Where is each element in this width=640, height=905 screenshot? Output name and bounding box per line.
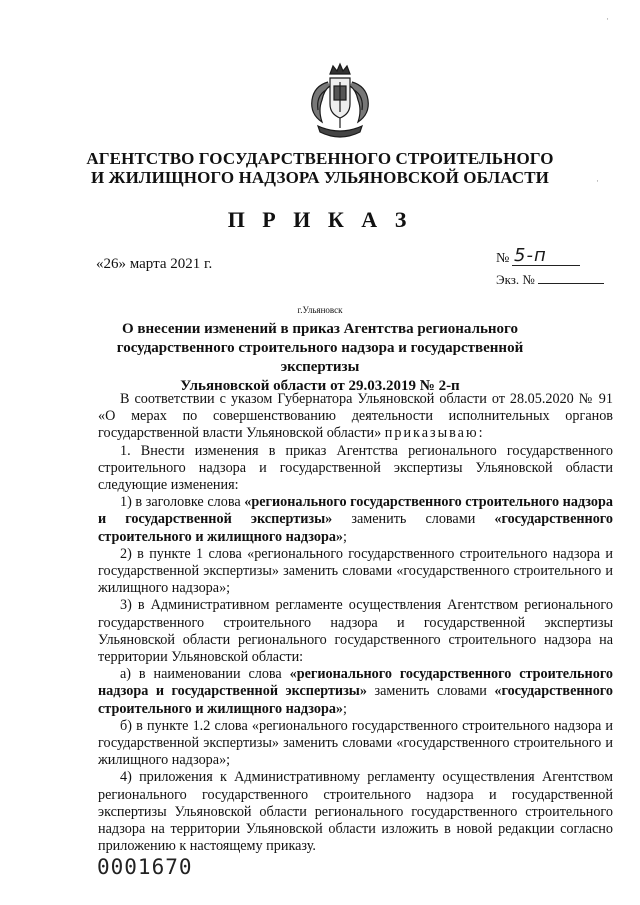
title-line1: О внесении изменений в приказ Агентства регионального xyxy=(122,321,518,337)
subitem-1-bold-new: «государственного строительного и жилищного надзора» xyxy=(98,511,613,545)
handwritten-number: 5-п xyxy=(514,245,547,266)
subitem-1-bold-old: «регионального государственного строительного надзора и государственной экспертизы» xyxy=(98,494,613,528)
paragraph-preamble xyxy=(98,391,613,443)
document-number-block xyxy=(496,245,606,287)
subitem-1-text-c: заменить словами xyxy=(332,511,495,528)
agency-name-line2: И ЖИЛИЩНОГО НАДЗОРА УЛЬЯНОВСКОЙ ОБЛАСТИ xyxy=(91,168,549,187)
subitem-a-bold-new: «государственного строительного и жилищного надзора» xyxy=(98,683,613,717)
scan-speck: · xyxy=(606,14,609,24)
title-line2: государственного строительного надзора и государственной экспертизы xyxy=(116,340,524,375)
paragraph-item-1: 1. Внести изменения в приказ Агентства регионального государственного строительного надзора и государственной экспертизы Ульяновской области следующие изменения: xyxy=(98,442,613,494)
copy-underline xyxy=(538,271,604,284)
serial-number: 0001670 xyxy=(97,855,193,879)
subitem-1-text-e: ; xyxy=(343,528,347,545)
preamble-text: В соответствии с указом Губернатора Ульяновской области от 28.05.2020 № 91 «О мерах по совершенствованию деятельности исполнительных органов государственной власти Ульяновской области» xyxy=(98,391,613,442)
document-body xyxy=(98,391,613,855)
paragraph-subitem-1 xyxy=(98,494,613,546)
paragraph-subitem-4: 4) приложения к Административному регламенту осуществления Агентством регионального государственного строительного надзора и государственной экспертизы Ульяновской области регионального государственного строительного надзора на территории Ульяновской области изложить в новой редакции согласно приложению к настоящему приказу. xyxy=(98,769,613,855)
preamble-order-word: приказываю: xyxy=(384,425,485,442)
paragraph-subitem-a xyxy=(98,666,613,718)
document-title xyxy=(80,320,560,396)
subitem-a-text-c: заменить словами xyxy=(366,683,495,700)
coat-of-arms-icon xyxy=(300,60,380,144)
paragraph-subitem-3: 3) в Административном регламенте осуществления Агентством регионального государственного строительного надзора и государственной экспертизы Ульяновской области регионального государственного строительного надзора на территории Ульяновской области: xyxy=(98,597,613,666)
copy-label: Экз. № xyxy=(496,272,535,287)
paragraph-subitem-b: б) в пункте 1.2 слова «регионального государственного строительного надзора и государственной экспертизы» заменить словами «государственного строительного и жилищного надзора»; xyxy=(98,717,613,769)
subitem-a-text-a: а) в наименовании слова xyxy=(120,666,290,683)
title-line3: Ульяновской области от 29.03.2019 № 2-п xyxy=(180,378,460,394)
document-type: П Р И К А З xyxy=(227,207,413,232)
paragraph-subitem-2: 2) в пункте 1 слова «регионального государственного строительного надзора и государственной экспертизы» заменить словами «государственного строительного и жилищного надзора»; xyxy=(98,545,613,597)
document-date: «26» марта 2021 г. xyxy=(96,256,213,272)
subitem-a-text-e: ; xyxy=(343,700,347,717)
document-number-line xyxy=(496,247,606,269)
scan-speck: · xyxy=(596,176,599,186)
subitem-a-bold-old: «регионального государственного строительного надзора и государственной экспертизы» xyxy=(98,666,613,700)
copy-number-line xyxy=(496,271,604,288)
subitem-1-text-a: 1) в заголовке слова xyxy=(120,494,245,511)
city: г.Ульяновск xyxy=(297,305,343,315)
agency-name-line1: АГЕНТСТВО ГОСУДАРСТВЕННОГО СТРОИТЕЛЬНОГО xyxy=(86,149,554,168)
number-label: № xyxy=(496,251,510,266)
